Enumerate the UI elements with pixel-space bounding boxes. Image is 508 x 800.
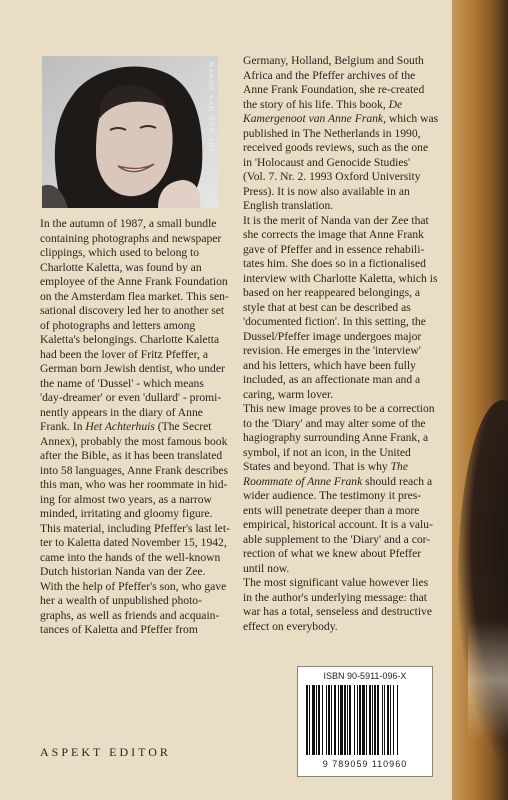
- text-line: Annex), probably the most famous book: [40, 434, 228, 448]
- barcode-bar: [377, 685, 379, 755]
- text-line: Kaletta's belongings. Charlotte Kaletta: [40, 333, 220, 346]
- text-line: she corrects the image that Anne Frank: [243, 228, 424, 241]
- skin-highlight: [468, 620, 508, 740]
- barcode-bar: [397, 685, 398, 755]
- text-line: the story of his life. This book, De: [243, 97, 403, 111]
- barcode-bar: [334, 685, 336, 755]
- text-line: ter to Kaletta dated November 15, 1942,: [40, 536, 227, 549]
- text-line: had been the lover of Fritz Pfeffer, a: [40, 347, 209, 361]
- text-line: symbol, if not an icon, in the United: [243, 445, 411, 459]
- author-portrait-image: [42, 56, 218, 208]
- barcode-bar: [374, 685, 376, 755]
- barcode-bar: [340, 685, 343, 755]
- text-line: graphs, as well as friends and acquain-: [40, 608, 220, 622]
- text-line: Charlotte Kaletta, was found by an: [40, 260, 202, 274]
- barcode-bar: [390, 685, 391, 755]
- barcode-bar: [322, 685, 323, 755]
- text-line: sational discovery led her to another set: [40, 304, 225, 317]
- barcode-bar: [354, 685, 355, 755]
- barcode-bar: [338, 685, 339, 755]
- barcode-bar: [372, 685, 373, 755]
- barcode-bar: [366, 685, 367, 755]
- barcode-bar: [316, 685, 317, 755]
- text-line: after the Bible, as it has been translated: [40, 449, 223, 462]
- text-line: this man, who was her roommate in hid-: [40, 478, 228, 491]
- text-line: wider audience. The testimony it pres-: [243, 489, 422, 502]
- text-line: and his letters, which have been fully: [243, 358, 416, 372]
- text-line: style that at best can be described as: [243, 300, 411, 314]
- text-line: This new image proves to be a correction: [243, 402, 435, 415]
- text-line: States and beyond. That is why The: [243, 460, 408, 473]
- photo-credit: NANDA VAN DER ZEE: [207, 62, 214, 155]
- text-line: empirical, historical account. It is a valu-: [243, 518, 433, 531]
- text-line: clippings, which used to belong to: [40, 246, 200, 259]
- front-cover-edge-photo: [452, 0, 508, 800]
- barcode-label: [297, 666, 433, 777]
- text-line: Kamergenoot van Anne Frank, which was: [243, 112, 439, 125]
- barcode-icon: [306, 685, 424, 755]
- text-line: included, as an affectionate man and a: [243, 373, 421, 386]
- text-line: employee of the Anne Frank Foundation: [40, 275, 228, 288]
- text-line: received goods reviews, such as the one: [243, 141, 429, 154]
- text-line: caring, warm lover.: [243, 387, 334, 401]
- text-line: based on her reappeared belongings, a: [243, 286, 421, 299]
- barcode-bar: [312, 685, 315, 755]
- text-line: on the Amsterdam flea market. This sen-: [40, 289, 229, 303]
- text-line: English translation.: [243, 199, 334, 212]
- text-line: Germany, Holland, Belgium and South: [243, 54, 424, 67]
- text-line: Anne Frank Foundation, she re-created: [243, 83, 425, 96]
- text-line: tances of Kaletta and Pfeffer from: [40, 623, 198, 636]
- barcode-bar: [326, 685, 327, 755]
- barcode-bar: [359, 685, 361, 755]
- text-line: into 58 languages, Anne Frank describes: [40, 463, 229, 477]
- text-line: The most significant value however lies: [243, 576, 429, 589]
- barcode-bar: [318, 685, 320, 755]
- text-line: interview with Charlotte Kaletta, which is: [243, 271, 438, 285]
- isbn-text: ISBN 90-5911-096-X: [323, 671, 407, 681]
- text-line: came into the hands of the well-known: [40, 550, 221, 564]
- text-line: ing for almost two years, as a narrow: [40, 492, 212, 506]
- text-line: hagiography surrounding Anne Frank, a: [243, 431, 429, 444]
- barcode-bar: [344, 685, 346, 755]
- text-line: able supplement to the 'Diary' and a cor-: [243, 532, 431, 546]
- text-line: 'day-dreamer' or even 'dullard' - promi-: [40, 391, 222, 404]
- text-line: Frank. In Het Achterhuis (The Secret: [40, 420, 212, 433]
- blurb-left-column: [40, 217, 240, 638]
- text-line: revision. He emerges in the 'interview': [243, 344, 421, 357]
- barcode-bar: [306, 685, 308, 755]
- text-line: (Vol. 7. Nr. 2. 1993 Oxford University: [243, 170, 421, 183]
- text-line: Roommate of Anne Frank should reach a: [243, 474, 433, 488]
- text-line: Dussel/Pfeffer image undergoes major: [243, 329, 422, 343]
- text-line: her a wealth of unpublished photo-: [40, 594, 202, 607]
- text-line: Dutch historian Nanda van der Zee.: [40, 565, 206, 578]
- text-line: German born Jewish dentist, who under: [40, 362, 225, 375]
- text-line: gave of Pfeffer and in essence rehabili-: [243, 242, 425, 256]
- text-line: until now.: [243, 561, 290, 575]
- text-line: published in The Netherlands in 1990,: [243, 126, 421, 140]
- barcode-bar: [309, 685, 310, 755]
- text-line: This material, including Pfeffer's last let-: [40, 521, 230, 535]
- text-line: in the author's underlying message: that: [243, 590, 428, 604]
- text-line: minded, irritating and gloomy figure.: [40, 507, 213, 520]
- barcode-bar: [331, 685, 332, 755]
- text-line: rection of what we knew about Pfeffer: [243, 547, 422, 560]
- text-line: war has a total, senseless and destructive: [243, 605, 432, 618]
- author-photo: [42, 56, 218, 208]
- text-line: Africa and the Pfeffer archives of the: [243, 68, 416, 82]
- barcode-bar: [362, 685, 365, 755]
- text-line: With the help of Pfeffer's son, who gave: [40, 579, 227, 593]
- barcode-bar: [357, 685, 358, 755]
- text-line: ents will penetrate deeper than a more: [243, 503, 420, 517]
- text-line: of photographs and letters among: [40, 318, 196, 332]
- barcode-bar: [387, 685, 389, 755]
- barcode-bar: [384, 685, 385, 755]
- text-line: in 'Holocaust and Genocide Studies': [243, 155, 411, 169]
- barcode-bar: [328, 685, 330, 755]
- barcode-bar: [349, 685, 351, 755]
- barcode-bar: [347, 685, 348, 755]
- barcode-bar: [382, 685, 383, 755]
- ean-number: 9 789059 110960: [322, 759, 408, 769]
- blurb-right-column: [243, 54, 455, 634]
- publisher-imprint: ASPEKT EDITOR: [40, 745, 171, 759]
- text-line: tates him. She does so in a fictionalised: [243, 257, 426, 270]
- text-line: to the 'Diary' and may alter some of the: [243, 416, 426, 430]
- text-line: Press). It is now also available in an: [243, 184, 410, 198]
- text-line: the name of 'Dussel' - which means: [40, 376, 204, 390]
- text-line: 'documented fiction'. In this setting, the: [243, 315, 426, 328]
- text-line: nently appears in the diary of Anne: [40, 405, 203, 419]
- text-line: It is the merit of Nanda van der Zee that: [243, 213, 429, 227]
- barcode-bar: [393, 685, 394, 755]
- text-line: effect on everybody.: [243, 619, 338, 633]
- text-line: containing photographs and newspaper: [40, 231, 222, 245]
- barcode-bar: [369, 685, 371, 755]
- text-line: In the autumn of 1987, a small bundle: [40, 217, 217, 230]
